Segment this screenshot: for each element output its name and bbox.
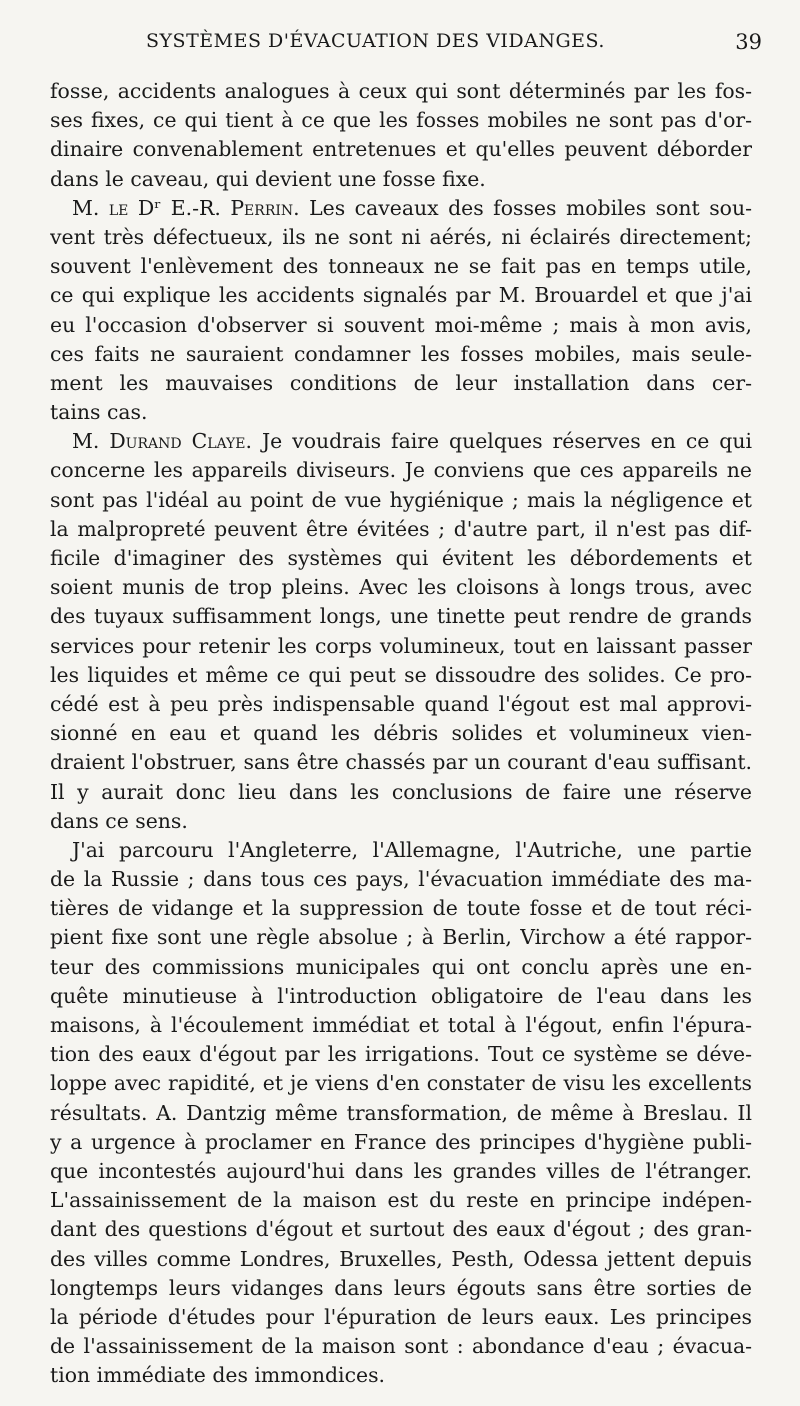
line-text: fosse, accidents analogues à ceux qui sont déterminés par les fos- [50, 79, 752, 103]
text-line [50, 865, 752, 894]
line-text: dans le caveau, qui devient une fosse fixe. [50, 166, 486, 191]
text-line [50, 632, 752, 661]
text-line [50, 1011, 752, 1040]
line-text: sont pas l'idéal au point de vue hygiénique ; mais la négligence et [50, 487, 752, 512]
line-text: eu l'occasion d'observer si souvent moi-même ; mais à mon avis, [50, 312, 752, 337]
text-line [50, 953, 752, 982]
text-line [50, 1040, 752, 1069]
text-line [50, 515, 752, 544]
line-text: de l'assainissement de la maison sont : abondance d'eau ; évacua- [50, 1334, 752, 1359]
text-line [50, 311, 752, 340]
text-line [50, 573, 752, 602]
text-line [50, 544, 752, 573]
text-line [50, 194, 752, 223]
line-text: ficile d'imaginer des systèmes qui évitent les débordements et [50, 546, 752, 570]
line-text: maisons, à l'écoulement immédiat et total à l'égout, enfin l'épura- [50, 1013, 752, 1037]
text-line [50, 602, 752, 631]
text-line [50, 1099, 752, 1128]
line-text: des tuyaux suffisamment longs, une tinette peut rendre de grands [50, 604, 752, 629]
line-text: pient fixe sont une règle absolue ; à Berlin, Virchow a été rappor- [50, 925, 752, 950]
line-text: la malpropreté peuvent être évitées ; d'autre part, il n'est pas dif- [50, 516, 752, 541]
text-line [50, 1128, 752, 1157]
line-text: Il y aurait donc lieu dans les conclusions de faire une réserve [50, 779, 752, 804]
running-head-title: SYSTÈMES D'ÉVACUATION DES VIDANGES. [146, 30, 605, 52]
text-line [50, 1157, 752, 1186]
text-line [50, 165, 752, 194]
line-text: cédé est à peu près indispensable quand l'égout est mal approvi- [50, 691, 752, 716]
text-line [50, 1245, 752, 1274]
text-line [50, 778, 752, 807]
line-text: ce qui explique les accidents signalés par M. Brouardel et que j'ai [50, 283, 752, 308]
text-line [50, 223, 752, 252]
text-line [50, 456, 752, 485]
line-text: Je voudrais faire quelques réserves en ce qui [251, 429, 752, 454]
line-text: longtemps leurs vidanges dans leurs égouts sans être sorties de [50, 1275, 752, 1300]
text-line [50, 106, 752, 135]
line-text: quête minutieuse à l'introduction obligatoire de l'eau dans les [50, 983, 752, 1008]
line-text: résultats. A. Dantzig même transformation, de même à Breslau. Il [50, 1100, 752, 1125]
text-line [50, 807, 752, 836]
text-line [50, 748, 752, 777]
line-text: tion des eaux d'égout par les irrigations. Tout ce système se déve- [50, 1042, 752, 1067]
line-text: ment les mauvaises conditions de leur installation dans cer- [50, 370, 752, 395]
line-text: dant des questions d'égout et surtout des eaux d'égout ; des gran- [50, 1217, 752, 1242]
text-line [50, 690, 752, 719]
line-text: tains cas. [50, 400, 148, 425]
text-line [50, 1274, 752, 1303]
speaker-name: M. Durand Claye. [72, 429, 252, 454]
line-text: services pour retenir les corps volumineux, tout en laissant passer [50, 633, 752, 658]
text-line [50, 398, 752, 427]
line-text: J'ai parcouru l'Angleterre, l'Allemagne, l'Autriche, une partie [72, 837, 752, 862]
text-line [50, 923, 752, 952]
text-line [50, 369, 752, 398]
body-text [50, 77, 752, 1390]
line-text: les liquides et même ce qui peut se dissoudre des solides. Ce pro- [50, 662, 752, 687]
text-line [50, 77, 752, 106]
line-text: L'assainissement de la maison est du reste en principe indépen- [50, 1188, 752, 1213]
line-text: soient munis de trop pleins. Avec les cloisons à longs trous, avec [50, 575, 752, 600]
line-text: teur des commissions municipales qui ont conclu après une en- [50, 954, 752, 979]
text-line [50, 894, 752, 923]
text-line [50, 135, 752, 164]
text-line [50, 836, 752, 865]
line-text: que incontestés aujourd'hui dans les grandes villes de l'étranger. [50, 1158, 752, 1183]
speaker-name: M. le Dʳ E.-R. Perrin. [72, 195, 300, 220]
text-line [50, 719, 752, 748]
text-line [50, 1186, 752, 1215]
line-text: tion immédiate des immondices. [50, 1363, 386, 1388]
line-text: de la Russie ; dans tous ces pays, l'évacuation immédiate des ma- [50, 867, 752, 892]
text-line [50, 427, 752, 456]
line-text: dans ce sens. [50, 808, 188, 833]
text-line [50, 661, 752, 690]
text-line [50, 252, 752, 281]
line-text: sionné en eau et quand les débris solides et volumineux vien- [50, 721, 752, 746]
text-line [50, 486, 752, 515]
line-text: vent très défectueux, ils ne sont ni aérés, ni éclairés directement; [50, 224, 752, 249]
page-number: 39 [735, 30, 762, 54]
line-text: concerne les appareils diviseurs. Je conviens que ces appareils ne [50, 458, 752, 483]
line-text: ces faits ne sauraient condamner les fosses mobiles, mais seule- [50, 341, 752, 366]
line-text: loppe avec rapidité, et je viens d'en constater de visu les excellents [50, 1071, 752, 1096]
line-text: draient l'obstruer, sans être chassés par un courant d'eau suffisant. [50, 750, 752, 775]
text-line [50, 281, 752, 310]
text-line [50, 1303, 752, 1332]
text-line [50, 1361, 752, 1390]
text-line [50, 1069, 752, 1098]
line-text: des villes comme Londres, Bruxelles, Pesth, Odessa jettent depuis [50, 1246, 752, 1271]
text-line [50, 1332, 752, 1361]
line-text: Les caveaux des fosses mobiles sont sou- [299, 195, 752, 220]
line-text: la période d'études pour l'épuration de leurs eaux. Les principes [50, 1304, 752, 1329]
text-line [50, 340, 752, 369]
line-text: dinaire convenablement entretenues et qu'elles peuvent déborder [50, 137, 752, 162]
text-line [50, 1215, 752, 1244]
line-text: y a urgence à proclamer en France des principes d'hygiène publi- [50, 1129, 752, 1154]
line-text: tières de vidange et la suppression de toute fosse et de tout réci- [50, 896, 752, 921]
line-text: ses fixes, ce qui tient à ce que les fosses mobiles ne sont pas d'or- [50, 108, 752, 133]
line-text: souvent l'enlèvement des tonneaux ne se fait pas en temps utile, [50, 254, 752, 279]
text-line [50, 982, 752, 1011]
